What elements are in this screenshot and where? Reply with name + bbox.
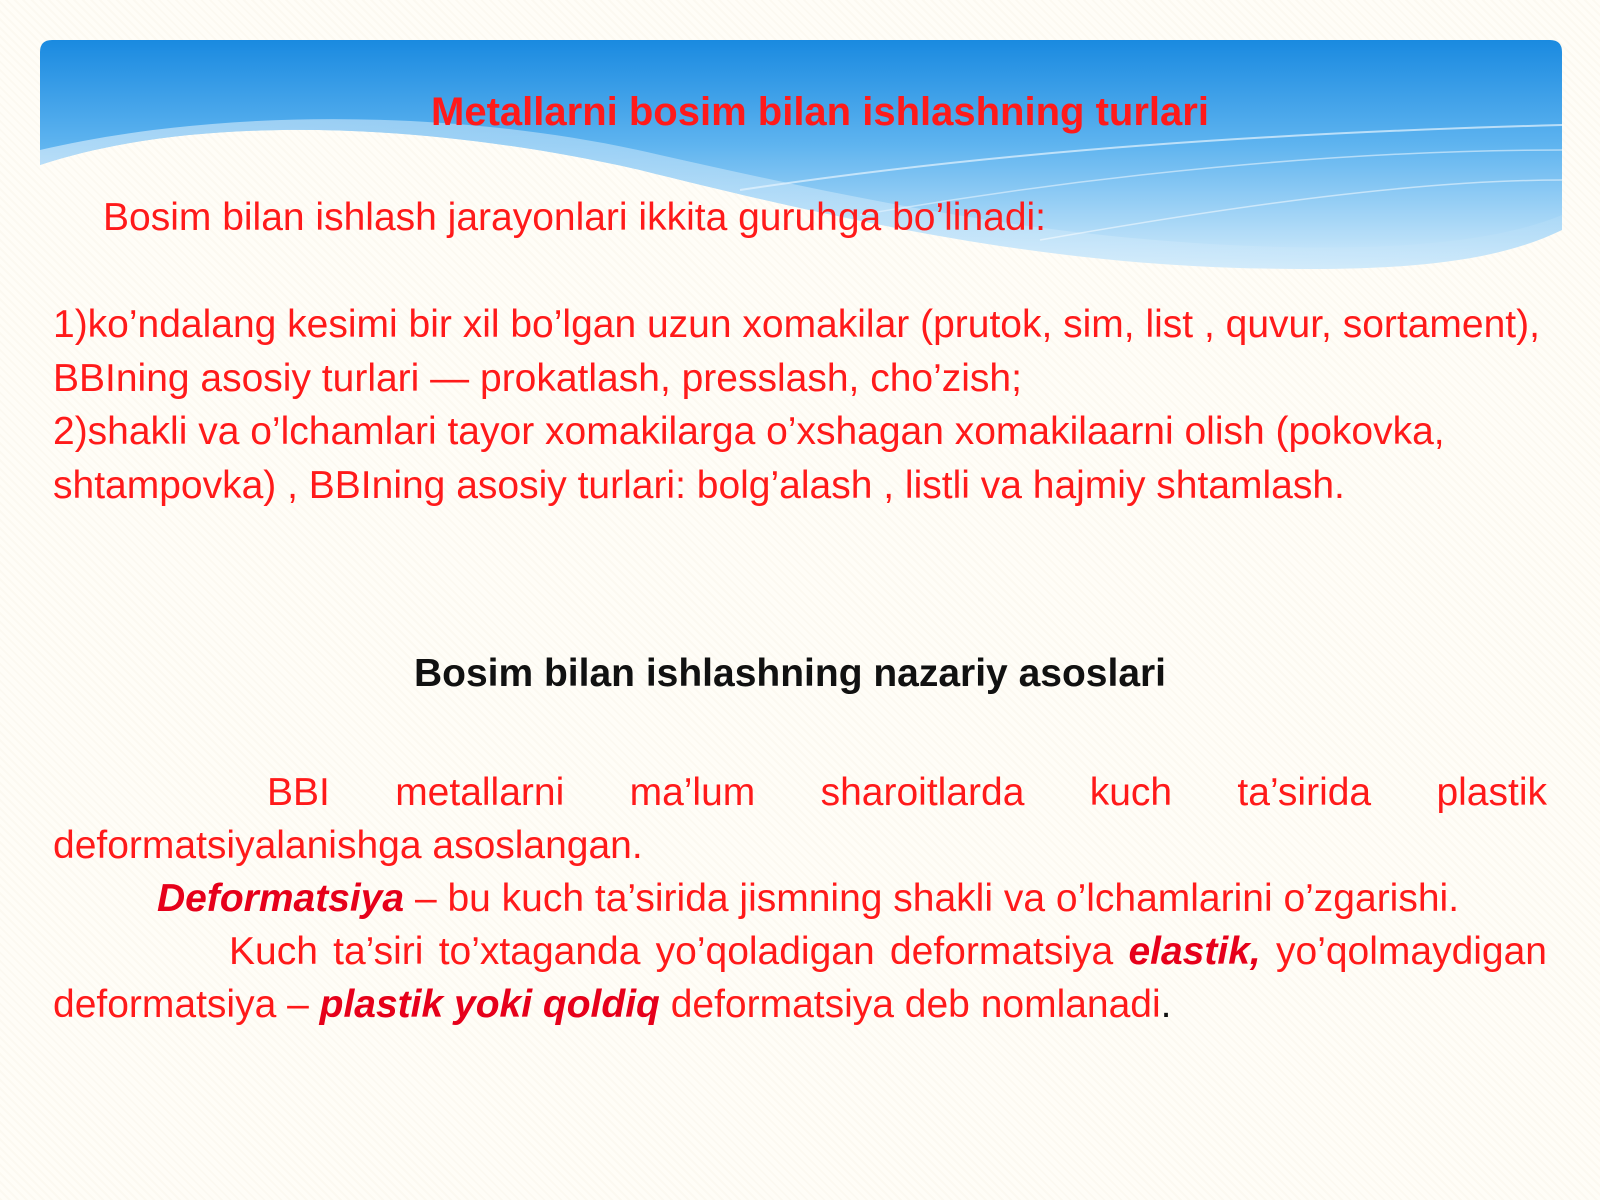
period: . (1160, 983, 1172, 1026)
section-heading: Bosim bilan ishlashning nazariy asoslari (413, 652, 1167, 695)
term-elastik: elastik, (1128, 930, 1261, 973)
text-part: yo’qolmaydigan deformatsiya – (53, 930, 1547, 1026)
term-deformatsiya: Deformatsiya (157, 877, 405, 920)
intro-text: Bosim bilan ishlash jarayonlari ikkita guruhga bo’linadi: (103, 196, 1047, 239)
term-plastik: plastik yoki qoldiq (319, 983, 660, 1026)
theory-body (53, 766, 1547, 1031)
text-part: deformatsiya deb nomlanadi (659, 983, 1161, 1026)
slide-title: Metallarni bosim bilan ishlashning turlari (431, 90, 1209, 134)
wave-banner (40, 40, 1562, 280)
definition-text: – bu kuch ta’sirida jismning shakli va o’lchamlarini o’zgarishi. (404, 877, 1460, 920)
list-item: 1)ko’ndalang kesimi bir xil bo’lgan uzun xomakilar (prutok, sim, list , quvur, sortament), BBIning asosiy turlari — prokatlash, presslash, cho’zish; (53, 303, 1540, 400)
group-list (53, 298, 1553, 512)
list-item: 2)shakli va o’lchamlari tayor xomakilarga o’xshagan xomakilaarni olish (pokovka, shtampovka) , BBIning asosiy turlari: bolg’alash , listli va hajmiy shtamlash. (53, 410, 1445, 507)
paragraph-bbi: BBI metallarni ma’lum sharoitlarda kuch ta’sirida plastik deformatsiyalanishga asoslangan. (53, 771, 1547, 867)
paragraph-elastic-plastic (53, 925, 1547, 1031)
paragraph-deformatsiya (53, 872, 1547, 925)
text-part: Kuch ta’siri to’xtaganda yo’qoladigan deformatsiya (229, 930, 1129, 973)
